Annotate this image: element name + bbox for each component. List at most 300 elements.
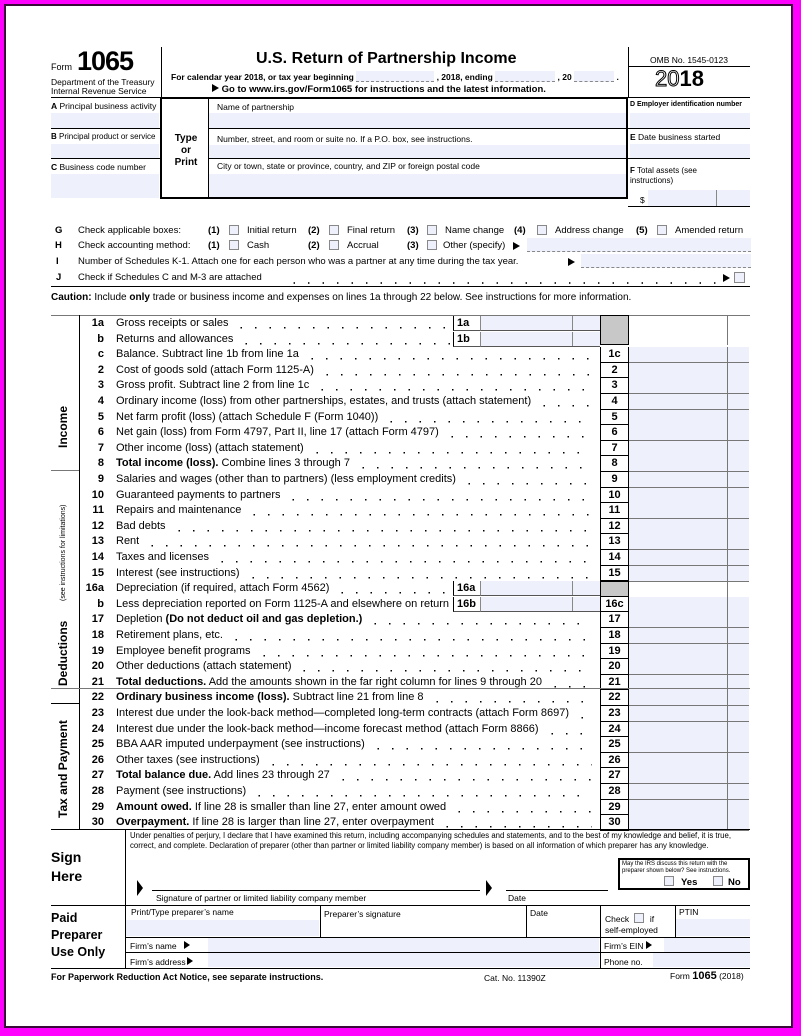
sign-arrow-icon: [137, 880, 143, 896]
footer-form-number: 1065: [692, 970, 717, 982]
line-number: 10: [91, 488, 104, 501]
line-number: 11: [92, 504, 104, 517]
line-amount-input[interactable]: [629, 550, 749, 566]
line-amount-input[interactable]: [629, 488, 749, 504]
line-amount-input[interactable]: [629, 768, 749, 784]
address-change-checkbox[interactable]: [537, 225, 547, 235]
line-amount-input[interactable]: [629, 784, 749, 800]
line-number: 30: [91, 816, 104, 829]
partnership-name-input[interactable]: [209, 113, 626, 128]
leader-dots: [371, 737, 592, 753]
line-row: [0, 737, 790, 753]
line-amount-input[interactable]: [629, 410, 749, 426]
final-return-checkbox[interactable]: [329, 225, 339, 235]
line-box-label: 3: [600, 378, 629, 394]
cents-divider: [727, 363, 728, 378]
line-text: Interest due under the look-back method—income forecast method (attach Form 8866): [116, 722, 539, 735]
line-row: [0, 456, 790, 472]
rule-income: [51, 470, 79, 471]
line-description: [116, 566, 240, 582]
cents-divider: [727, 597, 728, 612]
line-box-label: 2: [600, 363, 629, 379]
leader-dots: [445, 425, 592, 441]
line-text: Other income (loss) (attach statement): [116, 441, 304, 454]
city-label: City or town, state or province, country, and ZIP or foreign postal code: [217, 161, 480, 171]
line-box-label: 1c: [600, 347, 629, 363]
firm-ein-label: [604, 941, 652, 951]
city-input[interactable]: [209, 174, 626, 197]
line-number: 29: [91, 800, 104, 813]
tax-year-begin-input[interactable]: [356, 71, 434, 82]
firm-ein-text: Firm’s EIN: [604, 941, 644, 951]
name-label: Name of partnership: [217, 102, 295, 112]
arrow-right-icon: [187, 957, 193, 965]
line-row: [0, 753, 790, 769]
perjury-declaration: Under penalties of perjury, I declare that I have examined this return, including accompanying schedules and statements, and to the best of my knowledge and belief, it is true, correct, and complete. Declaration of preparer (other than partner or limited liability company member) is based on all information of which preparer has any knowledge.: [130, 831, 731, 851]
letter-i: I: [56, 256, 59, 267]
other-method-label: Other (specify): [443, 240, 506, 251]
cents-divider: [727, 488, 728, 503]
line-number: 6: [97, 426, 104, 439]
line-text: Interest due under the look-back method—completed long-term contracts (attach Form 8697): [116, 707, 570, 719]
line-amount-input[interactable]: [629, 706, 749, 722]
line-description: [116, 410, 378, 426]
line-description: [116, 472, 456, 488]
cents-divider: [727, 612, 728, 627]
line-amount-input[interactable]: [629, 597, 749, 613]
self-employed-label: self-employed: [605, 924, 658, 935]
rule-name: [209, 128, 627, 129]
line-row: [0, 503, 790, 519]
letter-c: C: [51, 162, 58, 172]
firm-address-text: Firm’s address: [130, 957, 186, 967]
sign-word: Sign: [51, 849, 82, 865]
line-description: [116, 690, 424, 706]
calendar-year-text: For calendar year 2018, or tax year beginning: [171, 72, 354, 82]
letter-d: D: [630, 101, 636, 108]
cents-divider: [727, 519, 728, 534]
line-text: Interest (see instructions): [116, 566, 240, 579]
line-description: [116, 722, 539, 738]
section-income: Income: [56, 405, 70, 448]
use-only-word: Use Only: [51, 945, 106, 959]
line-description: [116, 394, 531, 410]
line-number: 28: [91, 785, 104, 797]
line-description: [116, 768, 330, 784]
line-text: Depletion: [116, 613, 166, 626]
principal-business-activity-input[interactable]: [51, 113, 159, 128]
ptin-input[interactable]: [676, 919, 750, 936]
schedules-c-m3-checkbox[interactable]: [734, 272, 745, 283]
cents-divider: [727, 768, 728, 783]
street-input[interactable]: [209, 145, 626, 158]
line-box-label: 18: [600, 628, 629, 644]
cents-divider: [572, 581, 573, 595]
preparer-signature-label: Preparer’s signature: [324, 909, 401, 919]
leader-dots: [315, 378, 592, 394]
caution-text2: trade or business income and expenses on lines 1a through 22 below. See instructions for more information.: [149, 292, 632, 303]
preparer-word: Preparer: [51, 928, 103, 942]
line-amount-input[interactable]: [629, 612, 749, 628]
line-description: [116, 534, 139, 550]
preparer-date-label: Date: [530, 908, 548, 918]
line-amount-input[interactable]: [629, 519, 749, 535]
line-text: Combine lines 3 through 7: [218, 457, 350, 470]
leader-dots: [229, 628, 592, 644]
cents-divider: [727, 566, 728, 581]
line-text: Add the amounts shown in the far right column for lines 9 through 20: [206, 675, 542, 688]
street-label: Number, street, and room or suite no. If a P.O. box, see instructions.: [217, 134, 473, 144]
line-amount-input[interactable]: [629, 753, 749, 769]
cents-divider: [727, 378, 728, 393]
form-number: 1065: [77, 46, 134, 76]
self-employed-checkbox[interactable]: [634, 913, 644, 923]
leader-dots: [537, 394, 592, 410]
accrual-label: Accrual: [347, 240, 379, 251]
leader-dots: [310, 441, 592, 457]
rule-ef: [628, 158, 750, 159]
field-c-label: [51, 162, 146, 172]
h-label: Check accounting method:: [78, 240, 191, 251]
line-amount-input[interactable]: [629, 628, 749, 644]
line-text: Ordinary income (loss) from other partnerships, estates, and trusts (attach statement): [116, 395, 532, 407]
arrow-right-icon: [184, 941, 190, 949]
line-description: [116, 363, 314, 379]
line-amount-input[interactable]: [629, 659, 749, 675]
line-amount-input[interactable]: [629, 347, 749, 363]
line-amount-input[interactable]: [629, 566, 749, 582]
line-box-label: 22: [600, 690, 629, 706]
label-f: Total assets (see instructions): [630, 166, 697, 185]
line-row: [0, 316, 790, 332]
date-started-input[interactable]: [630, 144, 750, 158]
total-assets-input[interactable]: [648, 190, 750, 206]
caution-only: only: [129, 292, 150, 303]
rule-30: [51, 829, 750, 830]
line-amount-input[interactable]: [629, 363, 749, 379]
line-number: 7: [97, 441, 104, 454]
line-row: [0, 659, 790, 675]
preparer-name-input[interactable]: [126, 920, 319, 936]
leader-dots: [266, 753, 592, 769]
leader-dots: [545, 722, 592, 738]
line-description: [116, 737, 365, 753]
prep-div2: [526, 905, 527, 937]
line-row: [0, 768, 790, 784]
leader-dots: [430, 690, 592, 706]
amended-return-checkbox[interactable]: [657, 225, 667, 235]
label-c: Business code number: [59, 162, 146, 172]
header-divider: [161, 47, 162, 97]
line-box-label: 5: [600, 410, 629, 426]
line-box-label: 13: [600, 534, 629, 550]
line-description: [116, 332, 233, 348]
irs-discuss-box: [618, 858, 750, 890]
line-description: [116, 456, 350, 472]
line-text: Depreciation (if required, attach Form 4562): [116, 582, 330, 595]
line-description: [116, 378, 309, 394]
amended-return-label: Amended return: [675, 225, 744, 236]
inner-amount-input[interactable]: [480, 332, 600, 347]
firm-address-label: [130, 957, 193, 967]
tax-year-end-input[interactable]: [495, 71, 555, 82]
line-text: Repairs and maintenance: [116, 504, 242, 517]
section-deductions: Deductions: [56, 620, 70, 686]
arrow-right-icon: [212, 84, 219, 92]
line-description: [116, 753, 260, 769]
line-text: If line 28 is larger than line 27, enter overpayment: [189, 816, 434, 829]
agency: [51, 78, 154, 96]
phone-input[interactable]: [653, 953, 750, 967]
line-number: 15: [91, 566, 104, 579]
line-amount-input[interactable]: [629, 800, 749, 816]
line-row: [0, 644, 790, 660]
cents-divider: [727, 456, 728, 471]
line-bold-text: Ordinary business income (loss).: [116, 691, 290, 704]
business-code-input[interactable]: [51, 174, 159, 198]
cents-divider: [727, 503, 728, 518]
discuss-no-checkbox[interactable]: [713, 876, 723, 886]
line-number: 14: [91, 551, 104, 563]
leader-dots: [320, 363, 592, 379]
leader-dots: [297, 659, 592, 675]
caution-text1: Include: [91, 292, 130, 303]
cents-divider: [727, 441, 728, 456]
line-box-label: 8: [600, 456, 629, 472]
line-text: Salaries and wages (other than to partners) (less employment credits): [116, 473, 456, 485]
cents-divider: [572, 597, 573, 611]
ptin-label: PTIN: [679, 907, 699, 917]
line-amount-input[interactable]: [629, 644, 749, 660]
principal-product-input[interactable]: [51, 144, 159, 158]
line-amount-input[interactable]: [629, 378, 749, 394]
line-box-label: 6: [600, 425, 629, 441]
g-opt4-num: (4): [514, 225, 526, 236]
line-text: Less depreciation reported on Form 1125-A and elsewhere on return: [116, 597, 450, 610]
cents-divider: [727, 410, 728, 425]
goto-line: [212, 84, 546, 95]
line-amount-input[interactable]: [629, 737, 749, 753]
line-text: Other deductions (attach statement): [116, 660, 292, 673]
name-change-checkbox[interactable]: [427, 225, 437, 235]
leader-dots: [145, 534, 592, 550]
field-b-label: [51, 132, 156, 141]
line-box-label: 17: [600, 612, 629, 628]
label-e: Date business started: [638, 132, 721, 142]
line-amount-input[interactable]: [629, 456, 749, 472]
cash-checkbox[interactable]: [229, 240, 239, 250]
line-number: 24: [91, 722, 104, 735]
paperwork-notice: For Paperwork Reduction Act Notice, see separate instructions.: [51, 972, 324, 982]
line-number: 4: [97, 395, 104, 407]
field-a-label: [51, 101, 156, 111]
line-amount-input[interactable]: [629, 472, 749, 488]
line-number: b: [97, 597, 104, 610]
line-text: Net farm profit (loss) (attach Schedule F (Form 1040)): [116, 410, 379, 423]
line-number: 3: [97, 379, 104, 392]
line-number: 17: [91, 613, 104, 626]
rule-bc: [51, 158, 160, 159]
letter-e: E: [630, 132, 636, 142]
cents-divider: [727, 347, 728, 362]
letter-h: H: [55, 240, 62, 251]
date-label: Date: [508, 893, 526, 903]
type-word: Type: [174, 133, 198, 144]
line-description: [116, 316, 228, 332]
line-number: 8: [97, 457, 104, 470]
line-text: Guaranteed payments to partners: [116, 488, 281, 501]
arrow-right-icon: [568, 258, 575, 266]
schedules-k1-count-input[interactable]: [581, 254, 751, 268]
rule-street: [209, 158, 627, 159]
line-amount-input[interactable]: [629, 722, 749, 738]
line-box-label: 19: [600, 644, 629, 660]
line-text: Gross receipts or sales: [116, 317, 229, 329]
line-bold-text: (Do not deduct oil and gas depletion.): [165, 613, 363, 626]
cents-divider: [727, 628, 728, 643]
no-label: No: [728, 877, 741, 888]
sign-here: [51, 848, 82, 886]
leader-dots: [356, 456, 592, 472]
line-amount-input[interactable]: [629, 690, 749, 706]
line-row: [0, 472, 790, 488]
paid-word: Paid: [51, 911, 78, 925]
leader-dots: [286, 488, 592, 504]
firm-ein-input[interactable]: [664, 938, 750, 952]
field-e-label: [630, 132, 720, 142]
caution-label: Caution:: [51, 292, 92, 303]
line-text: Other taxes (see instructions): [116, 753, 260, 766]
line-bold-text: Amount owed.: [116, 800, 192, 813]
leader-dots: [257, 644, 592, 660]
firm-name-input[interactable]: [208, 938, 599, 952]
line-box-label: 23: [600, 706, 629, 722]
inner-amount-input[interactable]: [480, 597, 600, 612]
inner-amount-input[interactable]: [480, 316, 600, 331]
partner-signature-input[interactable]: [152, 876, 480, 891]
discuss-yes-checkbox[interactable]: [664, 876, 674, 886]
line-row: [0, 394, 790, 410]
preparer-name-label: Print/Type preparer’s name: [131, 907, 234, 917]
line-description: [116, 488, 280, 504]
line-amount-input[interactable]: [629, 441, 749, 457]
line-amount-input[interactable]: [629, 534, 749, 550]
line-bold-text: Overpayment.: [116, 816, 190, 829]
line-text: BBA AAR imputed underpayment (see instructions): [116, 738, 365, 751]
line-row: [0, 347, 790, 363]
line-box-label: 14: [600, 550, 629, 566]
line-text: Retirement plans, etc.: [116, 629, 223, 641]
line-amount-input[interactable]: [629, 503, 749, 519]
section-tax-payment: Tax and Payment: [56, 720, 70, 818]
label-d: Employer identification number: [637, 101, 743, 108]
line-description: [116, 425, 439, 441]
line-row: [0, 597, 790, 613]
line-row: [0, 706, 790, 722]
cents-divider: [727, 534, 728, 549]
letter-b: B: [51, 132, 57, 141]
initial-return-checkbox[interactable]: [229, 225, 239, 235]
letter-a: A: [51, 101, 58, 111]
letter-f: F: [630, 166, 635, 175]
g-label: Check applicable boxes:: [78, 225, 181, 236]
leader-dots: [247, 503, 592, 519]
line-description: [116, 347, 299, 363]
g-opt1-num: (1): [208, 225, 220, 236]
cents-divider: [727, 722, 728, 737]
tax-year-end-year-input[interactable]: [574, 71, 614, 82]
line-description: [116, 659, 291, 675]
cents-divider: [727, 706, 728, 721]
line-text: Gross profit. Subtract line 2 from line 1c: [116, 379, 310, 392]
firm-address-input[interactable]: [208, 953, 599, 967]
line-box-label: 24: [600, 722, 629, 738]
sign-date-input[interactable]: [506, 876, 608, 891]
line-bold-text: Total income (loss).: [116, 457, 219, 470]
line-row: [0, 784, 790, 800]
cents-divider: [727, 472, 728, 487]
line-row: [0, 800, 790, 816]
rule-j: [51, 286, 750, 287]
line-amount-input[interactable]: [629, 394, 749, 410]
name-change-label: Name change: [445, 225, 505, 236]
leader-dots: [368, 612, 592, 628]
cents-divider: [727, 644, 728, 659]
line-text: Bad debts: [116, 519, 166, 532]
leader-dots: [239, 332, 450, 348]
line-number: 13: [91, 535, 104, 548]
line-bold-text: Total deductions.: [116, 675, 207, 688]
line-text: Net gain (loss) from Form 4797, Part II, line 17 (attach Form 4797): [116, 426, 439, 439]
line-box-label: 10: [600, 488, 629, 504]
line-row: [0, 566, 790, 582]
line-number: b: [97, 332, 104, 345]
line-number: 27: [91, 769, 104, 782]
line-row: [0, 722, 790, 738]
footer-year: (2018): [719, 971, 744, 981]
line-row: [0, 425, 790, 441]
line-text: Add lines 23 through 27: [211, 769, 330, 782]
accrual-checkbox[interactable]: [329, 240, 339, 250]
inner-line-box: 1b: [453, 332, 480, 347]
line-amount-input[interactable]: [629, 425, 749, 441]
cents-divider: [727, 550, 728, 565]
line-description: [116, 597, 449, 613]
cents-divider: [727, 581, 728, 597]
line-row: [0, 410, 790, 426]
sign-divider: [125, 829, 126, 906]
other-method-input[interactable]: [527, 238, 751, 252]
irs-name: Internal Revenue Service: [51, 86, 147, 96]
line-number: c: [97, 348, 104, 361]
line-number: 16a: [85, 582, 104, 595]
ein-input[interactable]: [630, 113, 750, 128]
letter-j: J: [56, 272, 62, 283]
footer-form-word: Form: [670, 971, 690, 981]
letter-g: G: [55, 225, 63, 236]
discuss-text: May the IRS discuss this return with the preparer shown below? See instructions.: [622, 861, 731, 874]
line-text: Subtract line 21 from line 8: [289, 691, 424, 704]
leader-dots: [452, 800, 592, 816]
inner-amount-input[interactable]: [480, 581, 600, 596]
or-word: or: [181, 145, 191, 156]
i-label: Number of Schedules K-1. Attach one for each person who was a partner at any time during the tax year.: [78, 256, 519, 267]
type-or-print: [165, 133, 207, 169]
check-word: Check: [605, 914, 630, 924]
cents-divider: [727, 394, 728, 409]
other-method-checkbox[interactable]: [427, 240, 437, 250]
line-number: 12: [91, 519, 104, 532]
